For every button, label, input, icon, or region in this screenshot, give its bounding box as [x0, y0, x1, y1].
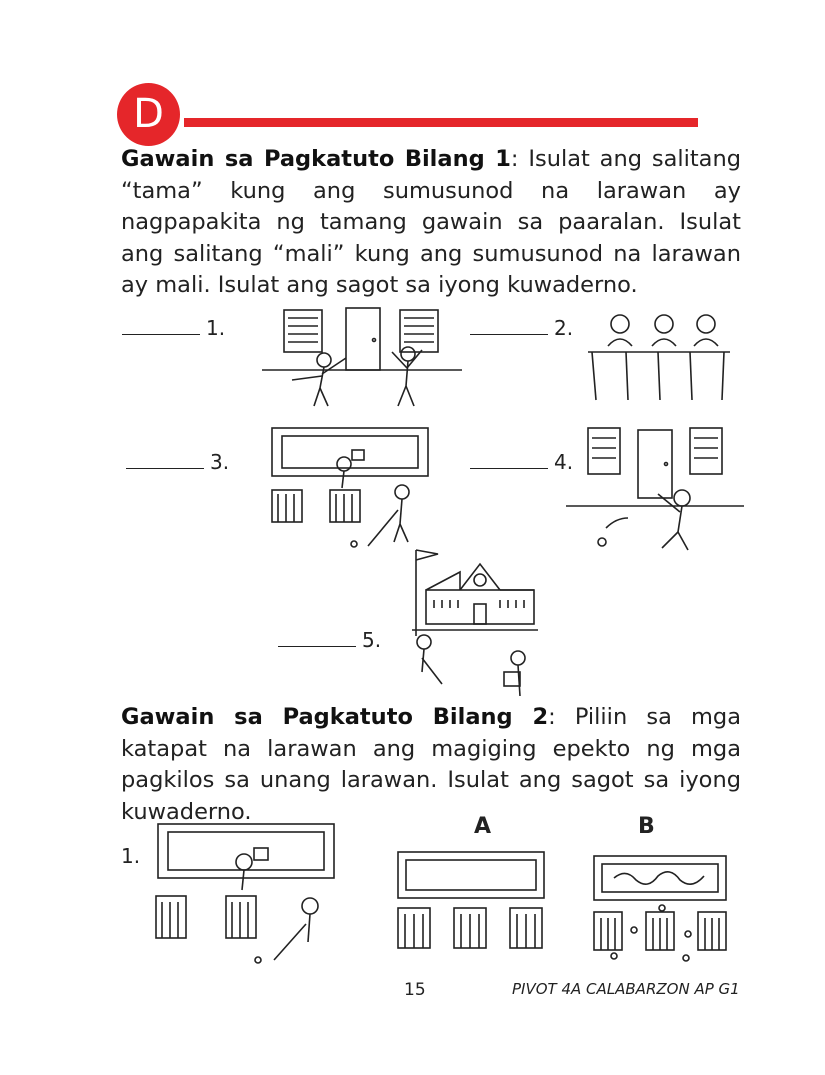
illustration-1-kids-playing [262, 306, 462, 410]
section-badge: D [117, 83, 180, 146]
answer-blank-3[interactable] [126, 450, 229, 474]
answer-blank-5[interactable] [278, 628, 381, 652]
activity2-instructions: : Piliin sa mga katapat na larawan ang magiging epekto ng mga pagkilos sa unang larawan. Isulat ang sagot sa iyong kuwaderno. [121, 704, 742, 825]
item-number-3: 3. [210, 450, 230, 474]
activity2-item-number: 1. [121, 844, 141, 868]
illustration-2-kids-at-desks [578, 306, 738, 402]
answer-blank-1[interactable] [122, 316, 225, 340]
item-number-5: 5. [362, 628, 382, 652]
activity1-title: Gawain sa Pagkatuto Bilang 1 [121, 146, 511, 172]
illustration-3-cleaning-classroom [268, 424, 434, 556]
activity2-paragraph [121, 702, 741, 828]
footer-source: PIVOT 4A CALABARZON AP G1 [512, 980, 740, 998]
activity1-paragraph [121, 144, 741, 302]
choice-b-label: B [638, 814, 655, 839]
activity2-cleaning-classroom [154, 822, 336, 968]
illustration-4-throwing-trash [566, 424, 744, 556]
activity2-title: Gawain sa Pagkatuto Bilang 2 [121, 704, 549, 730]
choice-a-clean-classroom [396, 850, 546, 950]
choice-a-label: A [474, 814, 492, 839]
page-number: 15 [404, 980, 426, 1000]
activity1-instructions: : Isulat ang salitang “tama” kung ang sumusunod na larawan ay nagpapakita ng tamang gawain sa paaralan. Isulat ang salitang “mali” kung ang sumusunod na larawan ay mali. Isulat ang sagot sa iyong kuwaderno. [121, 146, 742, 298]
answer-blank-4[interactable] [470, 450, 573, 474]
item-number-4: 4. [554, 450, 574, 474]
item-number-2: 2. [554, 316, 574, 340]
header-divider [184, 118, 698, 127]
choice-b-messy-classroom [592, 854, 728, 966]
item-number-1: 1. [206, 316, 226, 340]
answer-blank-2[interactable] [470, 316, 573, 340]
illustration-5-school-cleanup [398, 546, 538, 704]
